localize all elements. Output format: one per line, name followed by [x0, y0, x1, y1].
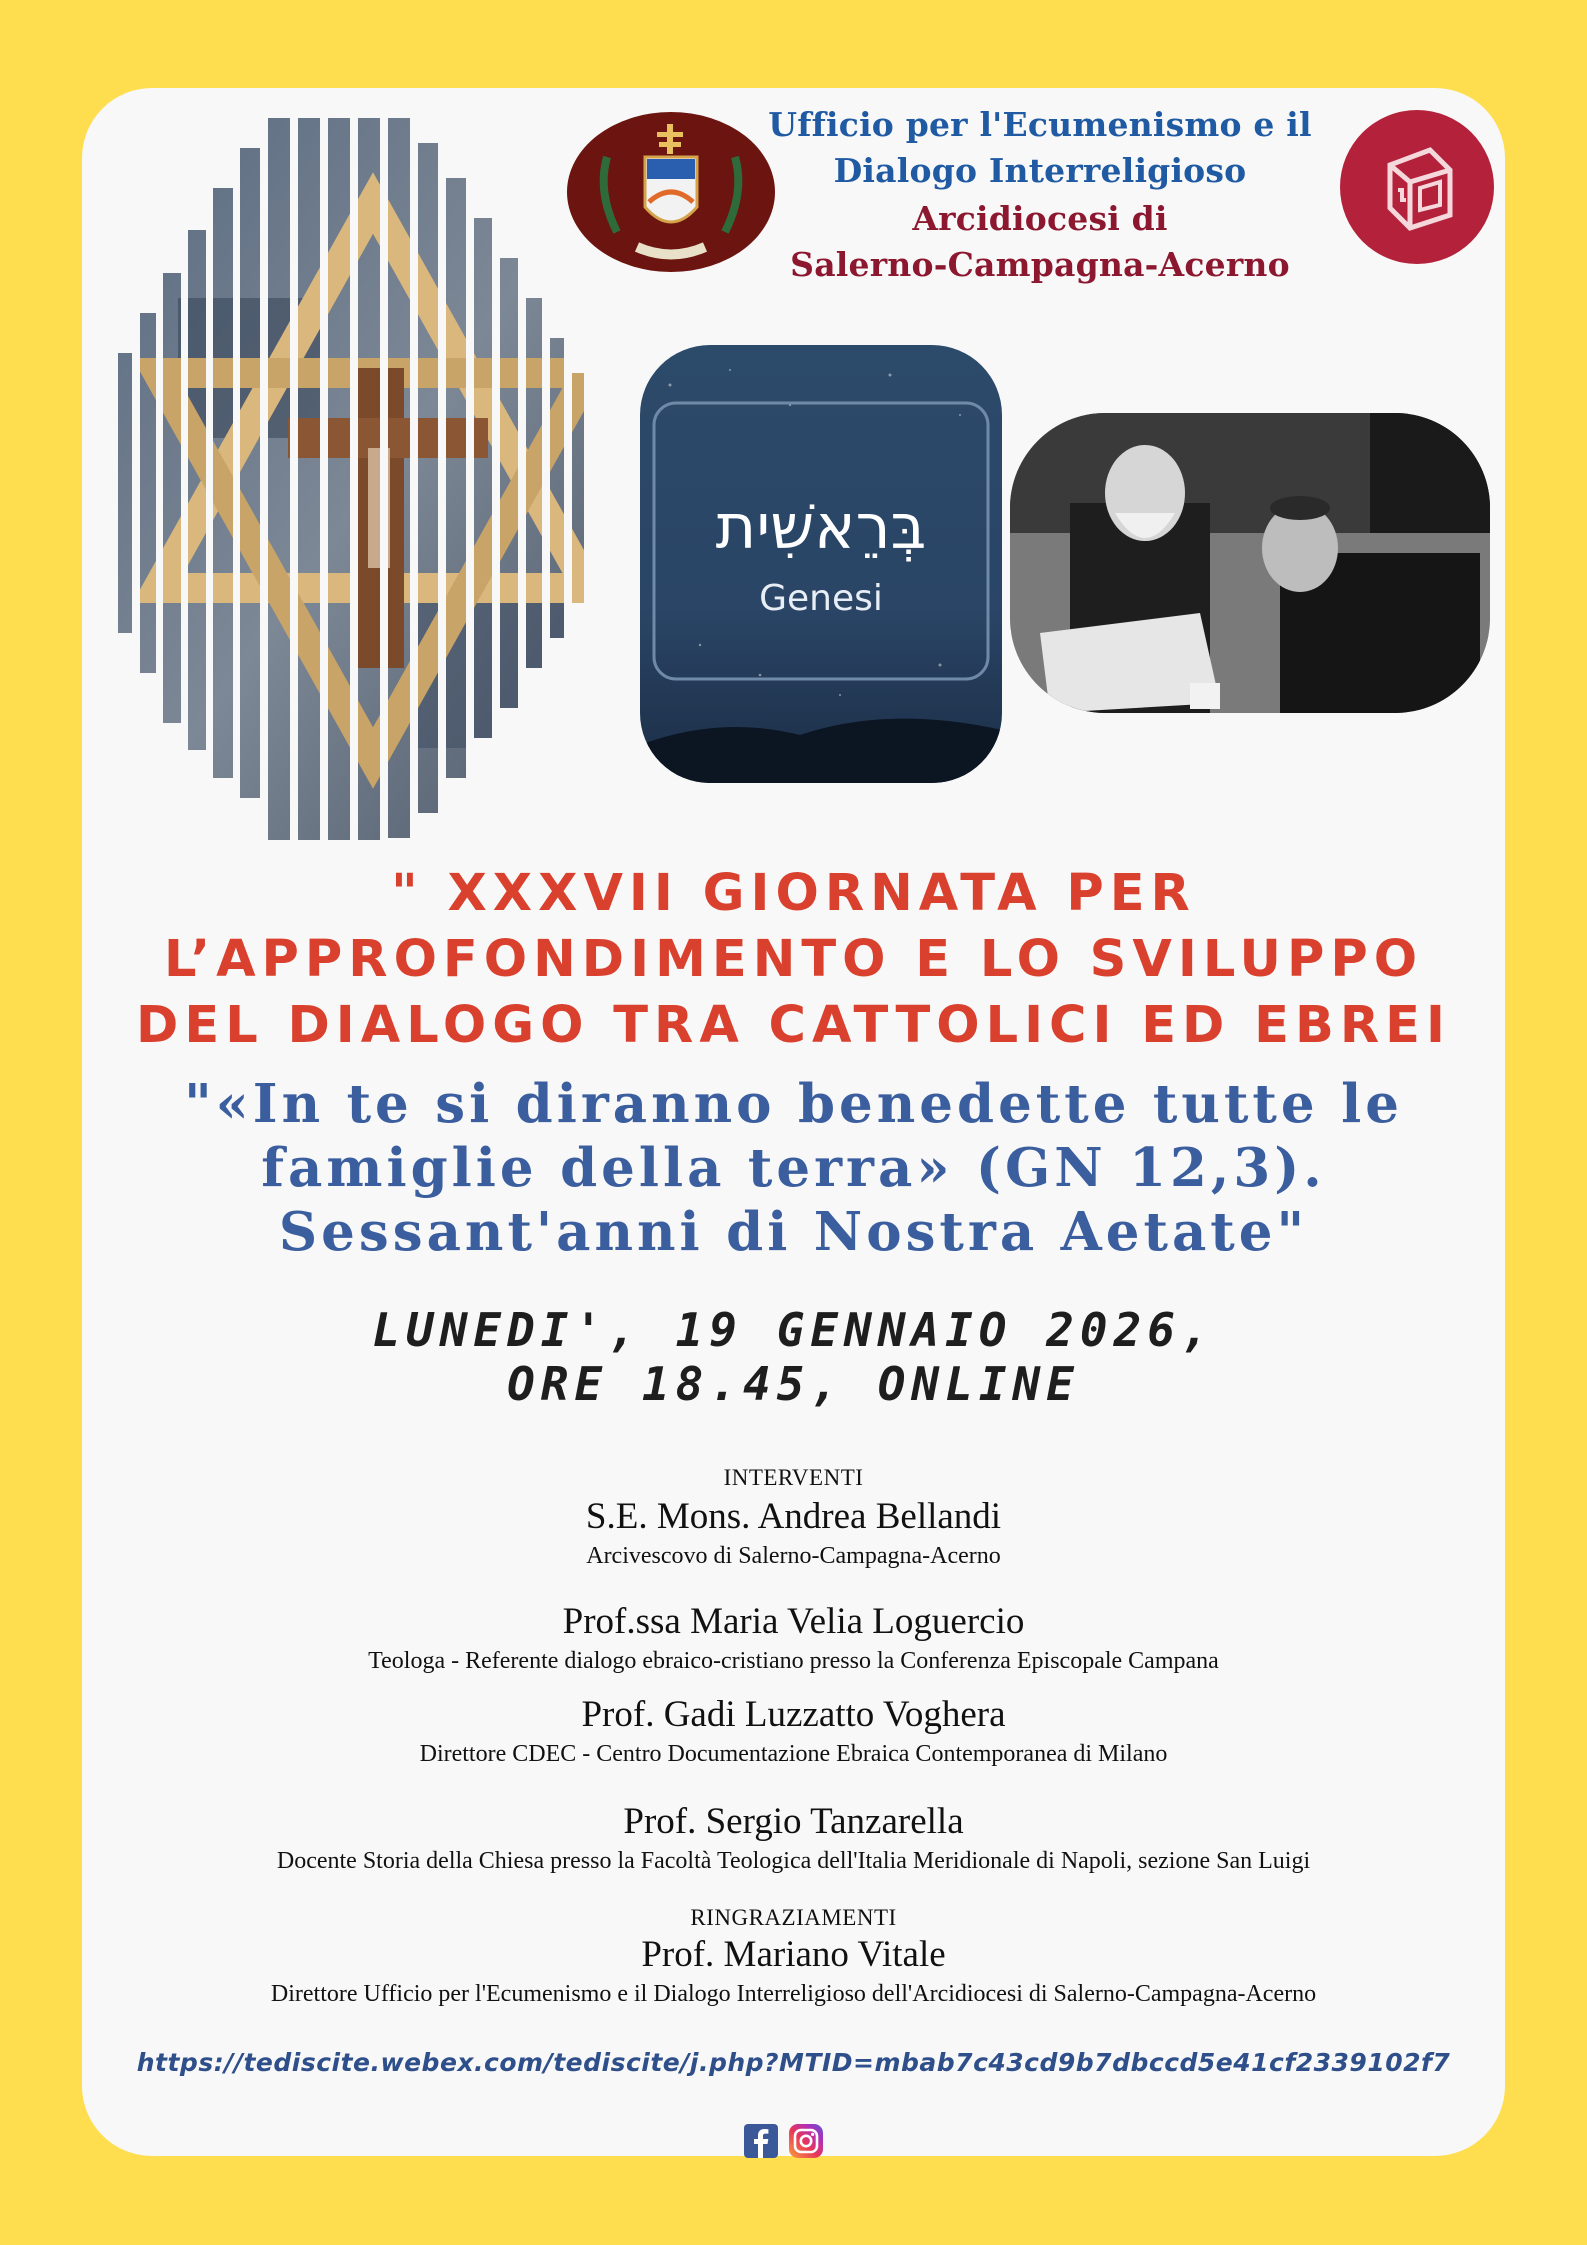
speaker-role: Direttore CDEC - Centro Documentazione Ebraica Contemporanea di Milano — [419, 1741, 1168, 1767]
speaker-name: Prof. Gadi Luzzatto Voghera — [581, 1694, 1006, 1735]
office-name-line2: Dialogo Interreligioso — [833, 151, 1247, 190]
event-date: LUNEDI', 19 GENNAIO 2026, — [372, 1303, 1215, 1357]
archdiocese-line2: Salerno-Campagna-Acerno — [790, 245, 1290, 284]
theme-quote-line3: Sessant'anni di Nostra Aetate" — [278, 1201, 1309, 1263]
facebook-icon[interactable] — [744, 2124, 778, 2158]
event-title-line2: L’APPROFONDIMENTO E LO SVILUPPO — [163, 930, 1424, 989]
archdiocese-line1: Arcidiocesi di — [912, 199, 1168, 238]
speaker-role: Docente Storia della Chiesa presso la Facoltà Teologica dell'Italia Meridionale di Napoli, sezione San Luigi — [276, 1848, 1311, 1874]
event-time-location: ORE 18.45, ONLINE — [507, 1357, 1080, 1411]
ringraziamenti-label: RINGRAZIAMENTI — [690, 1905, 897, 1930]
archdiocese-coat-of-arms — [567, 112, 775, 272]
thanks-name: Prof. Mariano Vitale — [641, 1934, 946, 1975]
interventi-label: INTERVENTI — [723, 1465, 864, 1490]
speaker-role: Teologa - Referente dialogo ebraico-cristiano presso la Conferenza Episcopale Campana — [368, 1648, 1219, 1674]
event-title-line3: DEL DIALOGO TRA CATTOLICI ED EBREI — [136, 996, 1451, 1055]
thanks-role: Direttore Ufficio per l'Ecumenismo e il Dialogo Interreligioso dell'Arcidiocesi di Salerno-Campagna-Acerno — [270, 1981, 1317, 2007]
webex-link[interactable]: https://tediscite.webex.com/tediscite/j.php?MTID=mbab7c43cd9b7dbccd5e41cf2339102f7 — [136, 2048, 1451, 2077]
office-name-line1: Ufficio per l'Ecumenismo e il — [768, 105, 1312, 144]
speaker-name: Prof. Sergio Tanzarella — [623, 1801, 964, 1842]
star-cross-collage — [118, 118, 638, 840]
speaker-name: Prof.ssa Maria Velia Loguercio — [562, 1601, 1025, 1642]
theme-quote-line1: "«In te si diranno benedette tutte le — [184, 1073, 1403, 1135]
genesis-tile — [640, 345, 1002, 783]
speaker-role: Arcivescovo di Salerno-Campagna-Acerno — [586, 1543, 1001, 1569]
genesis-hebrew-title: בְּרֵאשִׁית — [715, 490, 927, 563]
genesis-italian-title: Genesi — [759, 578, 883, 619]
event-title-line1: " XXXVII GIORNATA PER — [391, 864, 1196, 923]
speaker-name: S.E. Mons. Andrea Bellandi — [585, 1496, 1002, 1537]
instagram-icon[interactable] — [789, 2124, 823, 2158]
dialogue-logo — [1340, 110, 1494, 264]
historic-meeting-photo — [1010, 413, 1490, 713]
theme-quote-line2: famiglie della terra» (GN 12,3). — [261, 1137, 1326, 1199]
